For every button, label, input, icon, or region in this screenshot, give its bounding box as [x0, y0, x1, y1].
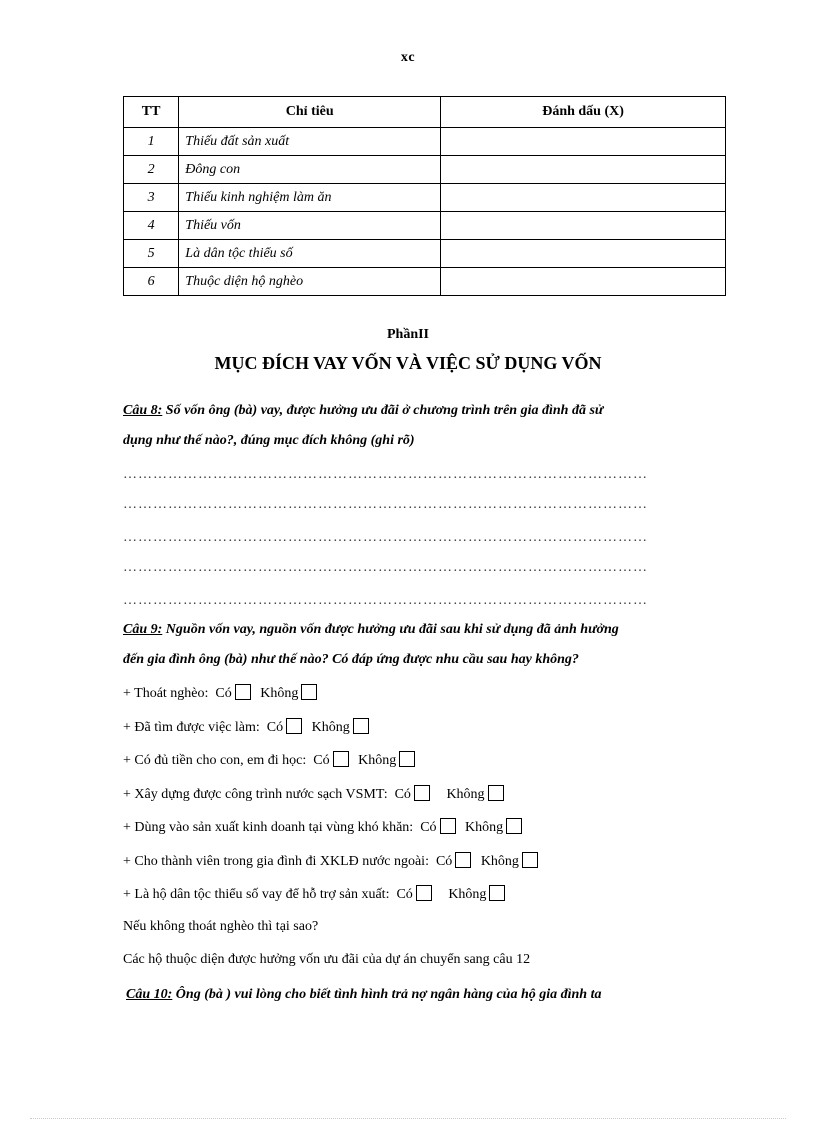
row-mark-cell[interactable] — [441, 268, 726, 296]
option-row — [123, 885, 723, 903]
row-number: 6 — [124, 268, 179, 296]
row-number: 3 — [124, 184, 179, 212]
yes-label: Có — [435, 854, 453, 869]
page-header-mark: xc — [400, 50, 416, 65]
row-mark-cell[interactable] — [441, 128, 726, 156]
yes-checkbox[interactable] — [235, 684, 251, 700]
yes-checkbox[interactable] — [416, 885, 432, 901]
yes-checkbox[interactable] — [455, 852, 471, 868]
no-checkbox[interactable] — [399, 751, 415, 767]
table-row — [124, 128, 726, 156]
header-tt: TT — [124, 97, 179, 128]
header-mark: Đánh dấu (X) — [441, 97, 726, 128]
no-label: Không — [448, 887, 487, 902]
yes-label: Có — [266, 720, 284, 735]
option-row — [123, 818, 723, 836]
option-row — [123, 751, 723, 769]
option-label: + Xây dựng được công trình nước sạch VSMT: — [123, 787, 388, 802]
question-9-text-line2: đến gia đình ông (bà) như thế nào? Có đáp ứng được nhu cầu sau hay không? — [123, 652, 579, 667]
table-row — [124, 240, 726, 268]
table-row — [124, 212, 726, 240]
yes-label: Có — [396, 887, 413, 902]
skip-instruction: Các hộ thuộc diện được hưởng vốn ưu đãi của dự án chuyển sang câu 12 — [123, 952, 531, 967]
no-checkbox[interactable] — [489, 885, 505, 901]
answer-line[interactable]: …………………………………………………………………………………………… — [123, 560, 648, 575]
yes-checkbox[interactable] — [440, 818, 456, 834]
criteria-table — [123, 96, 726, 296]
page-bottom-rule — [30, 1118, 786, 1119]
no-label: Không — [260, 686, 299, 701]
option-label: + Là hộ dân tộc thiểu số vay để hỗ trợ sản xuất: — [123, 887, 390, 902]
no-checkbox[interactable] — [522, 852, 538, 868]
row-criteria: Là dân tộc thiểu số — [179, 240, 441, 268]
option-row — [123, 684, 723, 702]
answer-line[interactable]: …………………………………………………………………………………………… — [123, 530, 648, 545]
question-8-text-line1: Số vốn ông (bà) vay, được hưởng ưu đãi ở chương trình trên gia đình đã sử — [162, 403, 604, 418]
no-checkbox[interactable] — [506, 818, 522, 834]
row-number: 1 — [124, 128, 179, 156]
no-label: Không — [480, 854, 519, 869]
yes-checkbox[interactable] — [333, 751, 349, 767]
option-label: + Cho thành viên trong gia đình đi XKLĐ nước ngoài: — [123, 854, 429, 869]
answer-line[interactable]: …………………………………………………………………………………………… — [123, 467, 648, 482]
row-number: 2 — [124, 156, 179, 184]
row-mark-cell[interactable] — [441, 156, 726, 184]
yes-label: Có — [394, 787, 411, 802]
row-mark-cell[interactable] — [441, 184, 726, 212]
row-criteria: Thiếu kinh nghiệm làm ăn — [179, 184, 441, 212]
row-mark-cell[interactable] — [441, 240, 726, 268]
row-mark-cell[interactable] — [441, 212, 726, 240]
yes-label: Có — [313, 753, 330, 768]
question-9 — [123, 615, 723, 675]
row-number: 5 — [124, 240, 179, 268]
answer-line[interactable]: …………………………………………………………………………………………… — [123, 497, 648, 512]
table-header-row — [124, 97, 726, 128]
option-label: + Thoát nghèo: — [123, 686, 209, 701]
row-number: 4 — [124, 212, 179, 240]
option-row — [123, 852, 723, 870]
no-checkbox[interactable] — [488, 785, 504, 801]
no-label: Không — [446, 787, 485, 802]
no-label: Không — [358, 753, 397, 768]
no-label: Không — [465, 820, 504, 835]
option-row — [123, 718, 723, 736]
question-10-number: Câu 10: — [126, 987, 173, 1002]
option-label: + Dùng vào sản xuất kinh doanh tại vùng khó khăn: — [123, 820, 414, 835]
no-label: Không — [311, 720, 350, 735]
option-label: + Có đủ tiền cho con, em đi học: — [123, 753, 307, 768]
question-9-text-line1: Nguồn vốn vay, nguồn vốn được hưởng ưu đãi sau khi sử dụng đã ảnh hưởng — [162, 622, 619, 637]
question-8 — [123, 396, 723, 456]
followup-question: Nếu không thoát nghèo thì tại sao? — [123, 919, 319, 934]
option-row — [123, 785, 723, 803]
row-criteria: Thiếu vốn — [179, 212, 441, 240]
table-row — [124, 156, 726, 184]
header-criteria: Chỉ tiêu — [179, 97, 441, 128]
yes-checkbox[interactable] — [286, 718, 302, 734]
yes-label: Có — [420, 820, 437, 835]
yes-label: Có — [215, 686, 232, 701]
row-criteria: Đông con — [179, 156, 441, 184]
question-8-text-line2: dụng như thế nào?, đúng mục đích không (ghi rõ) — [123, 433, 415, 448]
option-label: + Đã tìm được việc làm: — [123, 720, 260, 735]
question-9-number: Câu 9: — [123, 622, 163, 637]
answer-line[interactable]: …………………………………………………………………………………………… — [123, 593, 648, 608]
no-checkbox[interactable] — [353, 718, 369, 734]
table-row — [124, 184, 726, 212]
row-criteria: Thuộc diện hộ nghèo — [179, 268, 441, 296]
question-8-number: Câu 8: — [123, 403, 163, 418]
part-label: PhầnII — [386, 327, 430, 342]
question-10-text: Ông (bà ) vui lòng cho biết tình hình trả nợ ngân hàng của hộ gia đình ta — [172, 987, 602, 1002]
question-10 — [126, 980, 726, 1010]
row-criteria: Thiếu đất sản xuất — [179, 128, 441, 156]
yes-checkbox[interactable] — [414, 785, 430, 801]
table-row — [124, 268, 726, 296]
part-title: MỤC ĐÍCH VAY VỐN VÀ VIỆC SỬ DỤNG VỐN — [214, 353, 602, 373]
no-checkbox[interactable] — [301, 684, 317, 700]
